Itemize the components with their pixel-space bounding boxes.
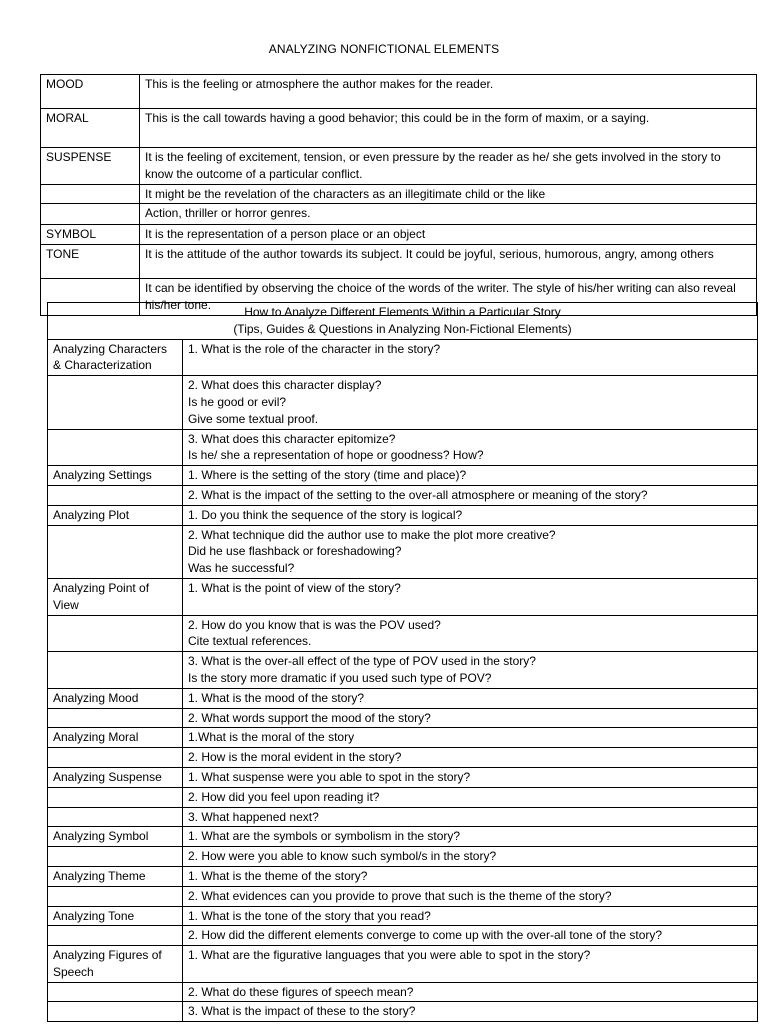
definition-text: It is the attitude of the author towards its subject. It could be joyful, serious, humorous, angry, among others bbox=[140, 245, 757, 279]
guide-category bbox=[48, 926, 183, 946]
guide-row bbox=[48, 485, 758, 505]
guide-category: Analyzing Point of View bbox=[48, 578, 183, 615]
guide-row bbox=[48, 708, 758, 728]
guide-questions bbox=[183, 1002, 758, 1022]
guide-questions bbox=[183, 748, 758, 768]
definition-row bbox=[41, 109, 757, 148]
guide-question-line: 1. Where is the setting of the story (time and place)? bbox=[188, 468, 467, 483]
analysis-guide-body bbox=[48, 303, 758, 1022]
guide-row bbox=[48, 615, 758, 652]
guide-category bbox=[48, 708, 183, 728]
guide-question-line: 3. What is the impact of these to the story? bbox=[188, 1004, 416, 1019]
guide-questions bbox=[183, 708, 758, 728]
guide-questions bbox=[183, 886, 758, 906]
guide-questions bbox=[183, 688, 758, 708]
guide-question-line: 2. What evidences can you provide to prove that such is the theme of the story? bbox=[188, 888, 612, 903]
guide-category: Analyzing Moral bbox=[48, 728, 183, 748]
definition-row bbox=[41, 245, 757, 279]
guide-questions bbox=[183, 615, 758, 652]
guide-question-line: 2. How do you know that is was the POV used? bbox=[188, 617, 441, 632]
guide-category bbox=[48, 485, 183, 505]
guide-question-line: 1.What is the moral of the story bbox=[188, 730, 355, 745]
guide-category bbox=[48, 886, 183, 906]
guide-questions bbox=[183, 652, 758, 689]
definition-text: Action, thriller or horror genres. bbox=[140, 204, 757, 225]
guide-questions bbox=[183, 827, 758, 847]
definition-text: It might be the revelation of the characters as an illegitimate child or the like bbox=[140, 184, 757, 204]
guide-questions bbox=[183, 578, 758, 615]
guide-row bbox=[48, 339, 758, 376]
guide-questions bbox=[183, 728, 758, 748]
guide-question-line: 1. What is the role of the character in the story? bbox=[188, 341, 441, 356]
guide-question-line: Is he good or evil? bbox=[188, 394, 287, 409]
guide-question-line: 1. What is the theme of the story? bbox=[188, 868, 368, 883]
guide-category bbox=[48, 376, 183, 429]
guide-question-line: 1. What is the mood of the story? bbox=[188, 690, 365, 705]
guide-category bbox=[48, 652, 183, 689]
guide-row bbox=[48, 652, 758, 689]
guide-category bbox=[48, 807, 183, 827]
guide-questions bbox=[183, 926, 758, 946]
guide-category: Analyzing Plot bbox=[48, 505, 183, 525]
guide-question-line: Is he/ she a representation of hope or goodness? How? bbox=[188, 448, 484, 463]
guide-question-line: 2. What is the impact of the setting to the over-all atmosphere or meaning of the story? bbox=[188, 487, 648, 502]
guide-category bbox=[48, 748, 183, 768]
guide-question-line: 2. What words support the mood of the story? bbox=[188, 710, 431, 725]
guide-heading-line1: How to Analyze Different Elements Within a Particular Story bbox=[244, 305, 561, 319]
guide-question-line: 1. What is the tone of the story that you read? bbox=[188, 908, 431, 923]
guide-category bbox=[48, 847, 183, 867]
guide-row bbox=[48, 505, 758, 525]
guide-row bbox=[48, 946, 758, 983]
guide-row bbox=[48, 787, 758, 807]
guide-question-line: Is the story more dramatic if you used such type of POV? bbox=[188, 670, 492, 685]
guide-heading-row bbox=[48, 303, 758, 340]
guide-question-line: 3. What is the over-all effect of the type of POV used in the story? bbox=[188, 654, 536, 669]
guide-row bbox=[48, 767, 758, 787]
guide-question-line: 2. How were you able to know such symbol/s in the story? bbox=[188, 849, 497, 864]
guide-row bbox=[48, 688, 758, 708]
definitions-table bbox=[40, 74, 757, 316]
guide-questions bbox=[183, 429, 758, 466]
guide-question-line: 3. What happened next? bbox=[188, 809, 319, 824]
guide-questions bbox=[183, 847, 758, 867]
analysis-guide-table bbox=[47, 302, 758, 1022]
definition-term: MOOD bbox=[41, 75, 140, 109]
definition-term: SYMBOL bbox=[41, 225, 140, 245]
guide-row bbox=[48, 578, 758, 615]
definition-row bbox=[41, 75, 757, 109]
guide-category: Analyzing Settings bbox=[48, 466, 183, 486]
guide-row bbox=[48, 886, 758, 906]
guide-row bbox=[48, 926, 758, 946]
guide-heading-line2: (Tips, Guides & Questions in Analyzing Non-Fictional Elements) bbox=[233, 321, 572, 336]
guide-row bbox=[48, 1002, 758, 1022]
guide-question-line: 2. How is the moral evident in the story? bbox=[188, 750, 402, 765]
guide-questions bbox=[183, 866, 758, 886]
guide-questions bbox=[183, 505, 758, 525]
guide-row bbox=[48, 728, 758, 748]
guide-question-line: Give some textual proof. bbox=[188, 411, 319, 426]
guide-questions bbox=[183, 982, 758, 1002]
guide-questions bbox=[183, 466, 758, 486]
guide-question-line: 1. What is the point of view of the story? bbox=[188, 580, 401, 595]
guide-question-line: 3. What does this character epitomize? bbox=[188, 431, 396, 446]
guide-question-line: Was he successful? bbox=[188, 561, 295, 576]
definition-term bbox=[41, 204, 140, 225]
guide-category: Analyzing Symbol bbox=[48, 827, 183, 847]
guide-question-line: 1. What are the figurative languages that you were able to spot in the story? bbox=[188, 948, 591, 963]
definition-row bbox=[41, 148, 757, 185]
guide-category: Analyzing Tone bbox=[48, 906, 183, 926]
guide-question-line: 1. What are the symbols or symbolism in the story? bbox=[188, 829, 461, 844]
definition-text: This is the feeling or atmosphere the author makes for the reader. bbox=[140, 75, 757, 109]
guide-category: Analyzing Suspense bbox=[48, 767, 183, 787]
guide-questions bbox=[183, 525, 758, 578]
guide-category bbox=[48, 615, 183, 652]
guide-category bbox=[48, 787, 183, 807]
guide-question-line: 2. What technique did the author use to make the plot more creative? bbox=[188, 527, 556, 542]
guide-category bbox=[48, 525, 183, 578]
definition-term bbox=[41, 184, 140, 204]
guide-row bbox=[48, 376, 758, 429]
guide-questions bbox=[183, 376, 758, 429]
guide-row bbox=[48, 827, 758, 847]
guide-category: Analyzing Characters & Characterization bbox=[48, 339, 183, 376]
definition-term: TONE bbox=[41, 245, 140, 279]
guide-heading-cell bbox=[48, 303, 758, 340]
guide-questions bbox=[183, 787, 758, 807]
definition-text: It can be identified by observing the choice of the words of the writer. The style of his/her writing can also reveal his/her tone. bbox=[140, 279, 757, 316]
guide-category bbox=[48, 982, 183, 1002]
guide-question-line: Did he use flashback or foreshadowing? bbox=[188, 544, 402, 559]
guide-category: Analyzing Figures of Speech bbox=[48, 946, 183, 983]
guide-row bbox=[48, 847, 758, 867]
guide-row bbox=[48, 906, 758, 926]
guide-row bbox=[48, 748, 758, 768]
definition-text: It is the representation of a person place or an object bbox=[140, 225, 757, 245]
definition-row bbox=[41, 204, 757, 225]
guide-category bbox=[48, 429, 183, 466]
definition-term: MORAL bbox=[41, 109, 140, 148]
guide-row bbox=[48, 466, 758, 486]
guide-question-line: Cite textual references. bbox=[188, 634, 312, 649]
guide-question-line: 2. How did you feel upon reading it? bbox=[188, 789, 380, 804]
guide-question-line: 1. What suspense were you able to spot in the story? bbox=[188, 769, 471, 784]
guide-row bbox=[48, 429, 758, 466]
definition-row bbox=[41, 184, 757, 204]
definition-text: It is the feeling of excitement, tension, or even pressure by the reader as he/ she gets involved in the story to know the outcome of a particular conflict. bbox=[140, 148, 757, 185]
guide-question-line: 2. What do these figures of speech mean? bbox=[188, 984, 414, 999]
definition-text: This is the call towards having a good behavior; this could be in the form of maxim, or a saying. bbox=[140, 109, 757, 148]
definitions-body bbox=[41, 75, 757, 316]
guide-questions bbox=[183, 485, 758, 505]
guide-question-line: 1. Do you think the sequence of the story is logical? bbox=[188, 507, 463, 522]
guide-questions bbox=[183, 946, 758, 983]
guide-category: Analyzing Theme bbox=[48, 866, 183, 886]
guide-row bbox=[48, 807, 758, 827]
definition-row bbox=[41, 225, 757, 245]
page-title: ANALYZING NONFICTIONAL ELEMENTS bbox=[268, 42, 500, 56]
guide-row bbox=[48, 866, 758, 886]
guide-questions bbox=[183, 339, 758, 376]
guide-questions bbox=[183, 807, 758, 827]
guide-question-line: 2. What does this character display? bbox=[188, 378, 382, 393]
guide-row bbox=[48, 525, 758, 578]
guide-category: Analyzing Mood bbox=[48, 688, 183, 708]
definition-term: SUSPENSE bbox=[41, 148, 140, 185]
guide-row bbox=[48, 982, 758, 1002]
guide-question-line: 2. How did the different elements converge to come up with the over-all tone of the story? bbox=[188, 928, 663, 943]
guide-category bbox=[48, 1002, 183, 1022]
guide-questions bbox=[183, 767, 758, 787]
guide-questions bbox=[183, 906, 758, 926]
